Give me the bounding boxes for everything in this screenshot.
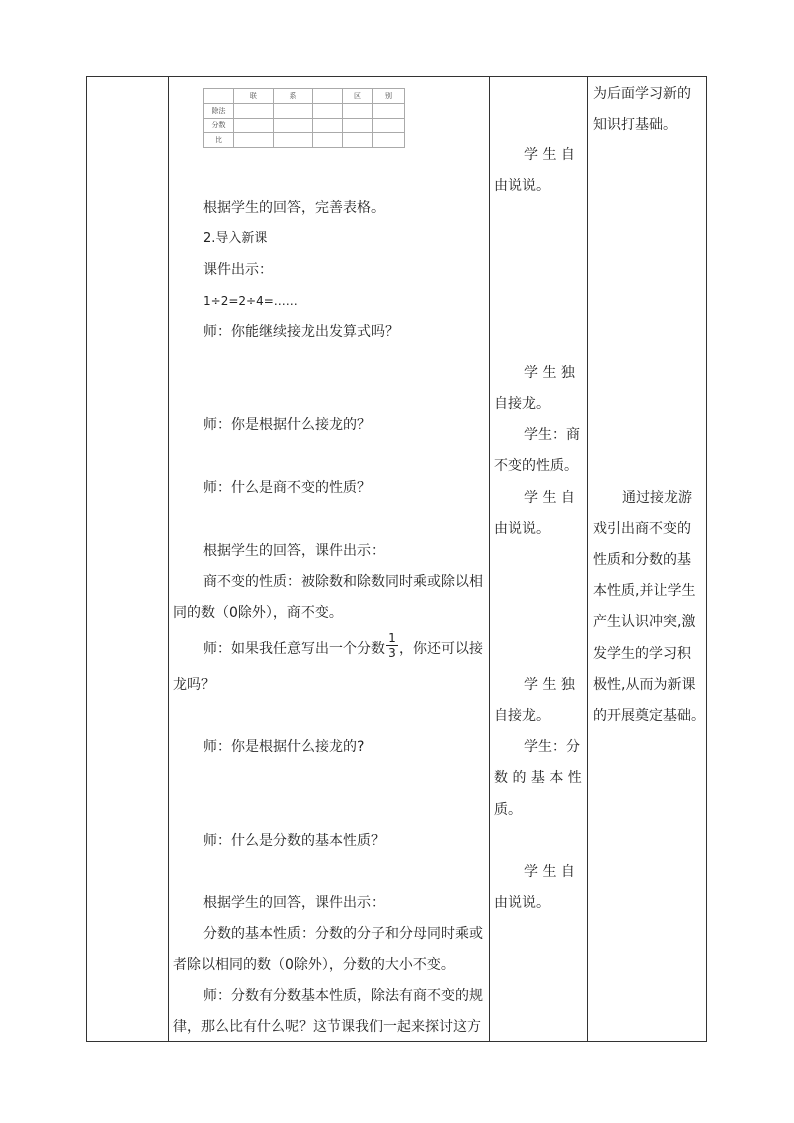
- intent-line: 为后面学习新的: [593, 86, 691, 102]
- student-line: 不变的性质。: [494, 458, 578, 474]
- column-divider-2: [489, 76, 490, 1042]
- student-line: 由说说。: [494, 521, 550, 537]
- table-row: [204, 118, 405, 133]
- lesson-line: 商不变的性质：被除数和除数同时乘或除以相: [203, 574, 483, 590]
- lesson-line: 者除以相同的数（0除外），分数的大小不变。: [173, 957, 455, 973]
- student-line: 学 生 独: [524, 677, 575, 693]
- student-line: 自接龙。: [494, 708, 550, 724]
- student-line: 学 生 独: [524, 365, 575, 381]
- lesson-line: 分数的基本性质：分数的分子和分母同时乘或: [203, 926, 483, 942]
- lesson-line: 师：什么是分数的基本性质？: [203, 833, 385, 849]
- intent-line: 的开展奠定基础。: [593, 708, 705, 724]
- intent-line: 通过接龙游: [622, 490, 692, 506]
- intent-line: 极性,从而为新课: [593, 677, 696, 693]
- lesson-line: 根据学生的回答，课件出示：: [203, 895, 385, 911]
- student-line: 学生：商: [524, 427, 580, 443]
- lesson-line: 师：你是根据什么接龙的？: [203, 417, 371, 433]
- column-divider-3: [587, 76, 588, 1042]
- lesson-line: 课件出示：: [203, 262, 273, 278]
- fraction-numerator: 1: [386, 631, 398, 646]
- student-line: 学 生 自: [524, 864, 575, 880]
- lesson-line: ，你还可以接: [399, 641, 483, 657]
- student-line: 由说说。: [494, 178, 550, 194]
- fraction-denominator: 3: [388, 646, 396, 660]
- section-heading: 2.导入新课: [203, 231, 268, 246]
- lesson-line: 律，那么比有什么呢？这节课我们一起来探讨这方: [173, 1019, 481, 1035]
- intent-line: 产生认识冲突,激: [593, 614, 696, 630]
- row-label: 除法: [204, 103, 234, 118]
- row-label: 比: [204, 133, 234, 148]
- equation-line: 1÷2=2÷4=……: [203, 294, 298, 308]
- table-header-cell: 区: [342, 89, 372, 104]
- student-line: 自接龙。: [494, 396, 550, 412]
- lesson-line: 师：如果我任意写出一个分数: [203, 641, 385, 657]
- lesson-line: 龙吗？: [173, 677, 215, 693]
- lesson-line: 师：什么是商不变的性质？: [203, 480, 371, 496]
- intent-line: 戏引出商不变的: [593, 521, 691, 537]
- table-header-cell: [313, 89, 343, 104]
- lesson-line: 根据学生的回答，完善表格。: [203, 200, 385, 216]
- lesson-line: 师：你能继续接龙出发算式吗？: [203, 324, 399, 340]
- lesson-line: 师：分数有分数基本性质，除法有商不变的规: [203, 988, 483, 1004]
- lesson-line: 师：你是根据什么接龙的?: [203, 739, 365, 755]
- intent-line: 本性质,并让学生: [593, 583, 696, 599]
- student-line: 质。: [494, 802, 522, 818]
- student-line: 学生：分: [524, 739, 580, 755]
- table-row: [204, 133, 405, 148]
- intent-line: 知识打基础。: [593, 117, 677, 133]
- lesson-line: 同的数（0除外），商不变。: [173, 605, 343, 621]
- table-row: [204, 103, 405, 118]
- table-header-cell: 别: [373, 89, 405, 104]
- fraction-one-third: [386, 631, 398, 660]
- intent-line: 发学生的学习积: [593, 646, 691, 662]
- student-line: 数 的 基 本 性: [494, 770, 582, 786]
- student-line: 由说说。: [494, 895, 550, 911]
- comparison-table: [203, 88, 405, 148]
- row-label: 分数: [204, 118, 234, 133]
- table-header-cell: 系: [273, 89, 313, 104]
- column-divider-1: [168, 76, 169, 1042]
- student-line: 学 生 自: [524, 147, 575, 163]
- intent-line: 性质和分数的基: [593, 552, 691, 568]
- table-header-cell: [204, 89, 234, 104]
- lesson-line: 根据学生的回答，课件出示：: [203, 543, 385, 559]
- table-header-cell: 联: [234, 89, 274, 104]
- student-line: 学 生 自: [524, 490, 575, 506]
